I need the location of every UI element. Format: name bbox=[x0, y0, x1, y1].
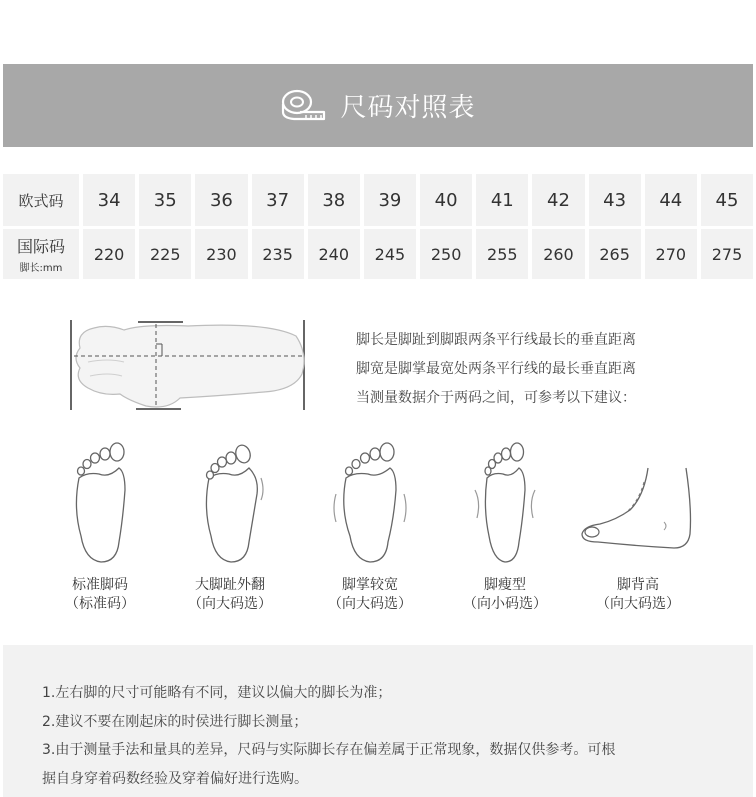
cn-size-cell: 230 bbox=[195, 229, 247, 279]
cn-size-cell: 225 bbox=[139, 229, 191, 279]
foot-type-name: 大脚趾外翻 bbox=[195, 577, 265, 593]
eu-size-cell: 40 bbox=[420, 174, 472, 226]
foot-length-definition: 脚长是脚趾到脚跟两条平行线最长的垂直距离 bbox=[356, 332, 636, 348]
eu-size-cell: 45 bbox=[701, 174, 753, 226]
wide-foot-icon bbox=[332, 438, 408, 566]
foot-length-unit: 脚长:mm bbox=[19, 263, 63, 274]
foot-type-narrow bbox=[445, 438, 565, 614]
foot-type-hint: （向小码选） bbox=[463, 596, 547, 612]
cn-size-cell: 265 bbox=[589, 229, 641, 279]
eu-size-cell: 37 bbox=[252, 174, 304, 226]
page-title: 尺码对照表 bbox=[340, 93, 476, 123]
foot-width-definition: 脚宽是脚掌最宽处两条平行线的最长垂直距离 bbox=[356, 361, 636, 377]
bunion-foot-icon bbox=[195, 438, 265, 566]
eu-size-row bbox=[3, 174, 753, 226]
cn-size-cell: 260 bbox=[532, 229, 584, 279]
tape-measure-icon bbox=[280, 88, 326, 124]
cn-size-cell: 255 bbox=[476, 229, 528, 279]
title-banner bbox=[3, 64, 753, 147]
eu-size-cell: 42 bbox=[532, 174, 584, 226]
foot-type-wide bbox=[310, 438, 430, 614]
note-item: 2.建议不要在刚起床的时侯进行脚长测量； bbox=[42, 713, 308, 730]
foot-type-high-instep bbox=[578, 438, 698, 614]
narrow-foot-icon bbox=[467, 438, 543, 566]
cn-size-cell: 270 bbox=[645, 229, 697, 279]
cn-size-row bbox=[3, 229, 753, 279]
eu-size-cell: 44 bbox=[645, 174, 697, 226]
foot-type-standard bbox=[40, 438, 160, 614]
foot-type-hint: （向大码选） bbox=[188, 596, 272, 612]
note-item: 1.左右脚的尺寸可能略有不同，建议以偏大的脚长为准； bbox=[42, 685, 392, 701]
cn-size-cell: 220 bbox=[83, 229, 135, 279]
eu-size-label: 欧式码 bbox=[3, 174, 79, 226]
cn-size-cell: 245 bbox=[364, 229, 416, 279]
eu-size-cell: 36 bbox=[195, 174, 247, 226]
eu-size-cell: 35 bbox=[139, 174, 191, 226]
foot-type-name: 脚掌较宽 bbox=[342, 577, 398, 593]
eu-size-cell: 38 bbox=[308, 174, 360, 226]
cn-size-cell: 240 bbox=[308, 229, 360, 279]
eu-size-cell: 43 bbox=[589, 174, 641, 226]
cn-size-label: 国际码 脚长:mm bbox=[3, 229, 79, 279]
foot-measure-diagram bbox=[68, 318, 308, 412]
eu-size-cell: 34 bbox=[83, 174, 135, 226]
foot-type-name: 脚背高 bbox=[617, 577, 659, 593]
eu-size-cell: 39 bbox=[364, 174, 416, 226]
foot-type-hint: （向大码选） bbox=[328, 596, 412, 612]
cn-size-cell: 235 bbox=[252, 229, 304, 279]
measure-description bbox=[356, 326, 636, 413]
note-item: 据自身穿着码数经验及穿着偏好进行选购。 bbox=[42, 770, 308, 787]
foot-type-hint: （标准码） bbox=[65, 596, 135, 612]
eu-size-cell: 41 bbox=[476, 174, 528, 226]
foot-type-bunion bbox=[170, 438, 290, 614]
between-sizes-tip: 当测量数据介于两码之间，可参考以下建议： bbox=[356, 390, 636, 406]
cn-size-cell: 250 bbox=[420, 229, 472, 279]
high-instep-foot-icon bbox=[578, 438, 698, 566]
standard-foot-icon bbox=[65, 438, 135, 566]
foot-type-name: 标准脚码 bbox=[72, 577, 128, 593]
foot-type-hint: （向大码选） bbox=[596, 596, 680, 612]
foot-type-name: 脚瘦型 bbox=[484, 577, 526, 593]
foot-type-list bbox=[40, 438, 720, 618]
note-item: 3.由于测量手法和量具的差异，尺码与实际脚长存在偏差属于正常现象，数据仅供参考。可根 bbox=[42, 742, 616, 758]
notes-panel bbox=[3, 645, 753, 797]
cn-size-cell: 275 bbox=[701, 229, 753, 279]
